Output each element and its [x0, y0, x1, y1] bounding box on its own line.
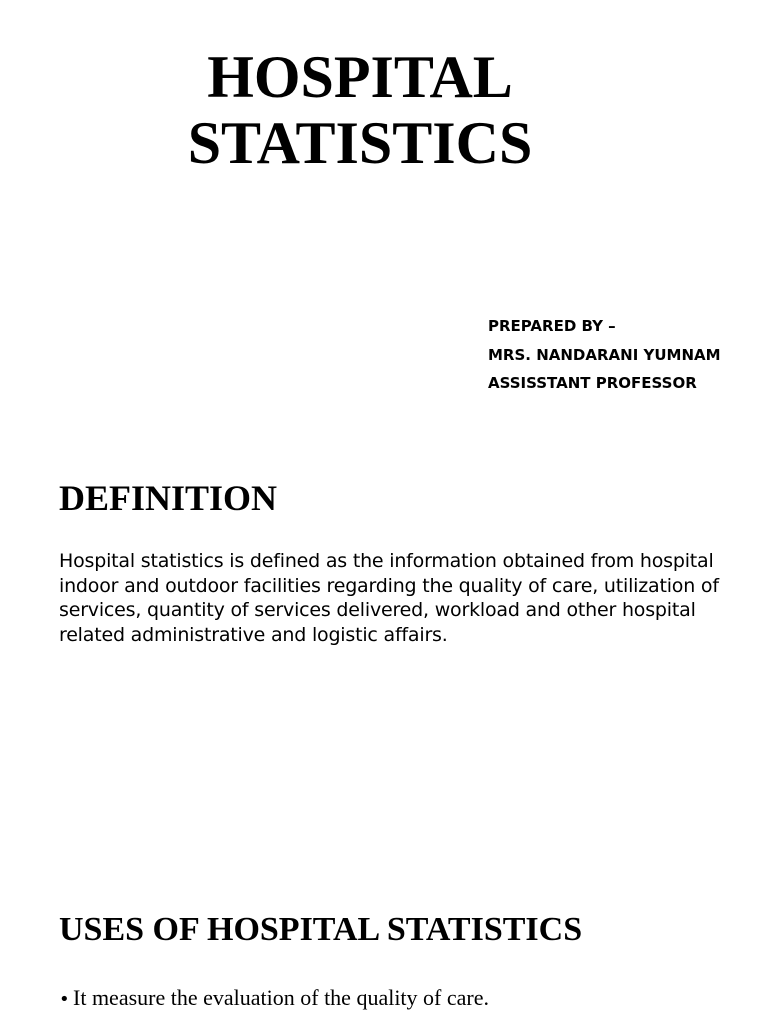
list-item	[59, 982, 489, 1016]
list-item-text: It measure the evaluation of the quality of care.	[73, 985, 489, 1010]
author-name: MRS. NANDARANI YUMNAM	[488, 345, 721, 364]
title-line-1: HOSPITAL	[207, 44, 513, 110]
prepared-by-label: PREPARED BY –	[488, 317, 616, 335]
presentation-title	[0, 44, 720, 176]
uses-list	[59, 982, 489, 1016]
uses-heading: USES OF HOSPITAL STATISTICS	[59, 911, 583, 948]
definition-heading: DEFINITION	[59, 478, 278, 518]
definition-body: Hospital statistics is defined as the information obtained from hospital indoor and outdoor facilities regarding the quality of care, utilization of services, quantity of services delivered, workload and other hospital related administrative and logistic affairs.	[59, 550, 719, 646]
author-block	[488, 312, 721, 398]
author-designation: ASSISSTANT PROFESSOR	[488, 374, 697, 392]
title-slide	[0, 0, 768, 440]
definition-slide	[0, 460, 768, 860]
title-line-2: STATISTICS	[187, 110, 533, 176]
uses-slide	[0, 890, 768, 1024]
bullet-icon: •	[59, 989, 70, 1010]
